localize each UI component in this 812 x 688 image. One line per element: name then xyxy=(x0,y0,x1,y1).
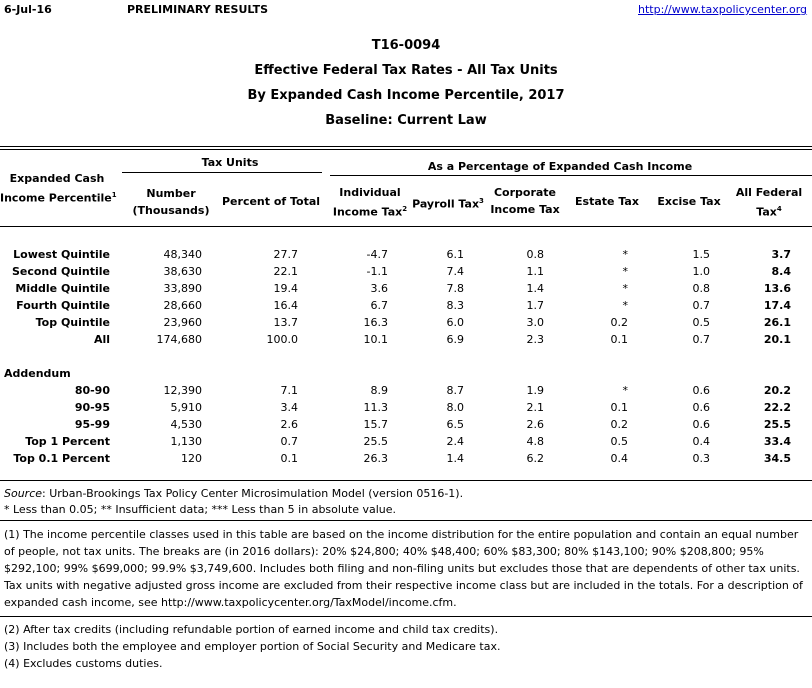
table-row xyxy=(0,246,812,263)
row-label: Top 0.1 Percent xyxy=(13,452,110,465)
cell-pct-total: 19.4 xyxy=(273,282,298,295)
cell-excise: 0.3 xyxy=(692,452,710,465)
cell-payroll: 7.4 xyxy=(446,265,464,278)
cell-all-federal: 13.6 xyxy=(763,282,791,295)
cell-all-federal: 34.5 xyxy=(763,452,791,465)
cell-all-federal: 17.4 xyxy=(763,299,791,312)
cell-indiv: -1.1 xyxy=(366,265,388,278)
col-number-header xyxy=(130,185,212,219)
row-header-sup: 1 xyxy=(111,191,117,199)
cell-all-federal: 25.5 xyxy=(763,418,791,431)
col-allfed-header xyxy=(730,184,808,221)
cell-pct-total: 7.1 xyxy=(280,384,298,397)
addendum-heading: Addendum xyxy=(4,367,71,380)
notes-rule xyxy=(0,520,812,521)
row-header-line2-wrap xyxy=(0,187,117,207)
cell-number: 174,680 xyxy=(156,333,202,346)
cell-estate: 0.1 xyxy=(610,401,628,414)
cell-number: 38,630 xyxy=(163,265,202,278)
cell-pct-total: 3.4 xyxy=(280,401,298,414)
cell-all-federal: 3.7 xyxy=(771,248,791,261)
cell-payroll: 6.0 xyxy=(446,316,464,329)
cell-payroll: 7.8 xyxy=(446,282,464,295)
tax-units-group-header: Tax Units xyxy=(201,156,259,169)
cell-payroll: 6.1 xyxy=(446,248,464,261)
table-row xyxy=(0,314,812,331)
footnote-2: (2) After tax credits (including refundable portion of earned income and child tax credits). xyxy=(4,623,499,636)
row-header xyxy=(0,170,117,207)
col-corp-header xyxy=(488,184,562,218)
header-rule-top-2 xyxy=(0,149,812,150)
cell-indiv: 8.9 xyxy=(370,384,388,397)
col-pct-total-header: Percent of Total xyxy=(222,195,321,208)
col-number-line1: Number xyxy=(146,187,196,200)
table-row xyxy=(0,399,812,416)
cell-corp: 3.0 xyxy=(526,316,544,329)
cell-indiv: 25.5 xyxy=(363,435,388,448)
less-than-note: * Less than 0.05; ** Insufficient data; *** Less than 5 in absolute value. xyxy=(4,503,397,516)
cell-excise: 1.5 xyxy=(692,248,710,261)
row-label: 80-90 xyxy=(74,384,110,397)
source-label: Source xyxy=(4,487,43,500)
cell-corp: 1.7 xyxy=(526,299,544,312)
cell-estate: 0.2 xyxy=(610,418,628,431)
cell-estate: * xyxy=(622,265,628,278)
cell-estate: * xyxy=(622,384,628,397)
cell-excise: 0.8 xyxy=(692,282,710,295)
table-row xyxy=(0,416,812,433)
table-id: T16-0094 xyxy=(371,38,441,53)
cell-indiv: 26.3 xyxy=(363,452,388,465)
cell-number: 28,660 xyxy=(163,299,202,312)
cell-pct-total: 2.6 xyxy=(280,418,298,431)
col-indiv-line1: Individual xyxy=(339,186,401,199)
cell-payroll: 6.5 xyxy=(446,418,464,431)
cell-number: 4,530 xyxy=(170,418,202,431)
col-payroll-header xyxy=(412,193,484,213)
cell-excise: 1.0 xyxy=(692,265,710,278)
cell-corp: 1.4 xyxy=(526,282,544,295)
table-title: Effective Federal Tax Rates - All Tax Units xyxy=(254,63,558,78)
pct-group-header: As a Percentage of Expanded Cash Income xyxy=(427,160,693,173)
report-date: 6-Jul-16 xyxy=(4,3,52,16)
cell-all-federal: 20.1 xyxy=(763,333,791,346)
cell-indiv: -4.7 xyxy=(366,248,388,261)
table-subtitle: By Expanded Cash Income Percentile, 2017 xyxy=(247,88,565,103)
table-row xyxy=(0,450,812,467)
footnote-3: (3) Includes both the employee and employer portion of Social Security and Medicare tax. xyxy=(4,640,501,653)
table-row xyxy=(0,382,812,399)
table-row xyxy=(0,280,812,297)
tax-units-underline xyxy=(122,172,322,173)
preliminary-label: PRELIMINARY RESULTS xyxy=(127,3,269,16)
cell-indiv: 15.7 xyxy=(363,418,388,431)
row-header-line1: Expanded Cash xyxy=(9,172,105,185)
cell-excise: 0.6 xyxy=(692,401,710,414)
cell-corp: 6.2 xyxy=(526,452,544,465)
cell-payroll: 8.3 xyxy=(446,299,464,312)
col-excise-header: Excise Tax xyxy=(657,195,721,208)
cell-all-federal: 20.2 xyxy=(763,384,791,397)
cell-indiv: 16.3 xyxy=(363,316,388,329)
table-row-total xyxy=(0,331,812,348)
cell-payroll: 8.0 xyxy=(446,401,464,414)
cell-payroll: 6.9 xyxy=(446,333,464,346)
cell-pct-total: 13.7 xyxy=(273,316,298,329)
cell-number: 48,340 xyxy=(163,248,202,261)
col-estate-header: Estate Tax xyxy=(575,195,639,208)
source-note xyxy=(4,485,809,502)
addendum-heading-row xyxy=(0,365,812,382)
footnote-4: (4) Excludes customs duties. xyxy=(4,657,163,670)
cell-excise: 0.7 xyxy=(692,333,710,346)
cell-estate: 0.1 xyxy=(610,333,628,346)
row-header-line2: Income Percentile xyxy=(0,191,112,205)
cell-corp: 2.3 xyxy=(526,333,544,346)
cell-corp: 1.1 xyxy=(526,265,544,278)
col-payroll-label: Payroll Tax xyxy=(412,197,480,211)
row-label: Top Quintile xyxy=(35,316,110,329)
row-label: 90-95 xyxy=(74,401,110,414)
col-corp-line1: Corporate xyxy=(493,186,557,199)
col-allfed-line2-wrap xyxy=(730,201,808,221)
row-label: Top 1 Percent xyxy=(25,435,110,448)
row-label: Middle Quintile xyxy=(15,282,110,295)
cell-number: 12,390 xyxy=(163,384,202,397)
col-indiv-sup: 2 xyxy=(402,205,408,213)
cell-estate: 0.2 xyxy=(610,316,628,329)
col-allfed-line2: Tax xyxy=(756,205,777,219)
cell-excise: 0.4 xyxy=(692,435,710,448)
cell-indiv: 11.3 xyxy=(363,401,388,414)
row-label: All xyxy=(93,333,110,346)
cell-payroll: 8.7 xyxy=(446,384,464,397)
cell-indiv: 6.7 xyxy=(370,299,388,312)
cell-pct-total: 16.4 xyxy=(273,299,298,312)
cell-all-federal: 22.2 xyxy=(763,401,791,414)
col-indiv-line2: Income Tax xyxy=(332,205,403,219)
cell-estate: * xyxy=(622,299,628,312)
table-baseline: Baseline: Current Law xyxy=(325,113,487,128)
cell-estate: 0.5 xyxy=(610,435,628,448)
col-corp-line2: Income Tax xyxy=(490,203,560,216)
cell-pct-total: 100.0 xyxy=(266,333,298,346)
cell-corp: 1.9 xyxy=(526,384,544,397)
cell-payroll: 1.4 xyxy=(446,452,464,465)
cell-excise: 0.6 xyxy=(692,384,710,397)
col-indiv-header xyxy=(330,184,410,221)
source-text: : Urban-Brookings Tax Policy Center Microsimulation Model (version 0516-1). xyxy=(42,487,464,500)
cell-all-federal: 8.4 xyxy=(771,265,791,278)
tpc-link[interactable]: http://www.taxpolicycenter.org xyxy=(638,3,808,16)
cell-excise: 0.6 xyxy=(692,418,710,431)
cell-corp: 4.8 xyxy=(526,435,544,448)
pct-group-underline xyxy=(330,175,812,176)
cell-pct-total: 27.7 xyxy=(273,248,298,261)
cell-number: 120 xyxy=(181,452,202,465)
row-label: Lowest Quintile xyxy=(13,248,110,261)
table-row xyxy=(0,263,812,280)
row-label: Fourth Quintile xyxy=(16,299,110,312)
cell-payroll: 2.4 xyxy=(446,435,464,448)
cell-all-federal: 26.1 xyxy=(763,316,791,329)
cell-number: 1,130 xyxy=(170,435,202,448)
col-indiv-line2-wrap xyxy=(330,201,410,221)
table-rule-bottom xyxy=(0,480,812,481)
cell-pct-total: 0.1 xyxy=(280,452,298,465)
cell-indiv: 3.6 xyxy=(370,282,388,295)
footnote-1: (1) The income percentile classes used in this table are based on the income distribution for the entire population and contain an equal number of people, not tax units. The breaks are (in 2016 dollars): 20% $24,800; 40% $48,400; 60% $83,300; 80% $143,100; 90% $208,800; 95% $292,100; 99% $699,000; 99.9% $3,749,600. Includes both filing and non-filing units but excludes those that are dependents of other tax units. Tax units with negative adjusted gross income are excluded from their respective income class but are included in the totals. For a description of expanded cash income, see http://www.taxpolicycenter.org/TaxModel/income.cfm. xyxy=(4,528,803,609)
cell-number: 33,890 xyxy=(163,282,202,295)
header-rule-top xyxy=(0,146,812,147)
notes-rule-2 xyxy=(0,616,812,617)
cell-pct-total: 0.7 xyxy=(280,435,298,448)
cell-estate: 0.4 xyxy=(610,452,628,465)
cell-corp: 0.8 xyxy=(526,248,544,261)
cell-estate: * xyxy=(622,282,628,295)
col-allfed-line1: All Federal xyxy=(735,186,803,199)
cell-corp: 2.6 xyxy=(526,418,544,431)
cell-indiv: 10.1 xyxy=(363,333,388,346)
cell-excise: 0.7 xyxy=(692,299,710,312)
cell-pct-total: 22.1 xyxy=(273,265,298,278)
col-allfed-sup: 4 xyxy=(776,205,782,213)
cell-all-federal: 33.4 xyxy=(763,435,791,448)
row-label: Second Quintile xyxy=(11,265,110,278)
cell-excise: 0.5 xyxy=(692,316,710,329)
cell-estate: * xyxy=(622,248,628,261)
col-payroll-sup: 3 xyxy=(479,197,484,205)
header-rule-bottom xyxy=(0,226,812,227)
table-row xyxy=(0,297,812,314)
row-label: 95-99 xyxy=(74,418,110,431)
cell-number: 5,910 xyxy=(170,401,202,414)
table-row xyxy=(0,433,812,450)
cell-number: 23,960 xyxy=(163,316,202,329)
col-number-line2: (Thousands) xyxy=(132,204,210,217)
cell-corp: 2.1 xyxy=(526,401,544,414)
